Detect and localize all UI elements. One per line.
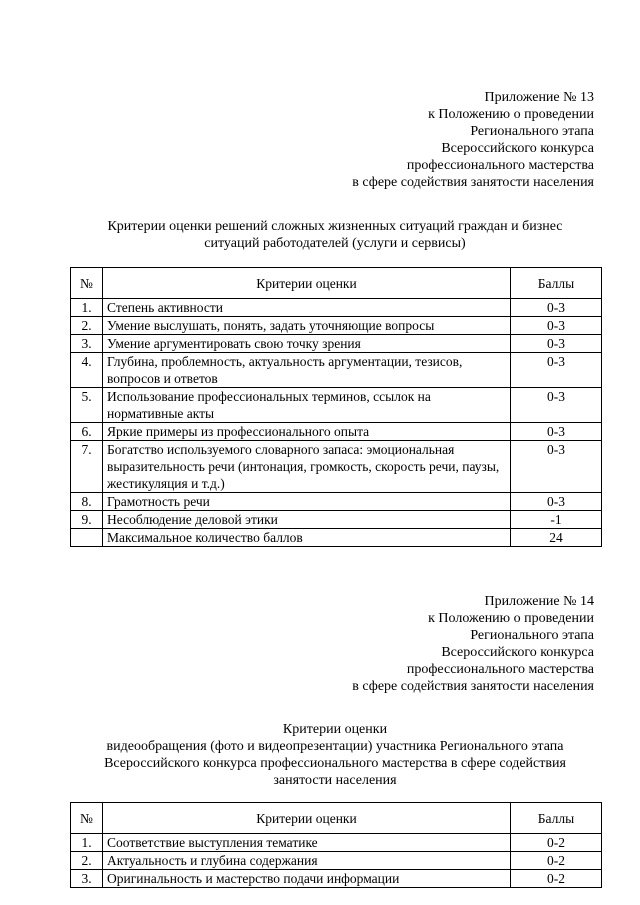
table-row <box>71 834 602 852</box>
table-row <box>71 870 602 888</box>
table-row <box>71 388 602 423</box>
header-num: № <box>71 803 103 834</box>
row-num: 1. <box>71 834 103 852</box>
table-row <box>71 335 602 353</box>
row-num <box>71 529 103 547</box>
row-num: 7. <box>71 441 103 493</box>
appendix-13-line: к Положению о проведении <box>428 107 594 122</box>
row-criteria: Глубина, проблемность, актуальность аргументации, тезисов, вопросов и ответов <box>103 353 511 388</box>
criteria-table-14 <box>70 802 602 888</box>
row-criteria: Использование профессиональных терминов, ссылок на нормативные акты <box>103 388 511 423</box>
row-score: 0-3 <box>511 353 602 388</box>
appendix-13-header <box>352 89 594 191</box>
appendix-14-line: к Положению о проведении <box>428 611 594 626</box>
table-13-title-line: ситуаций работодателей (услуги и сервисы) <box>204 236 466 251</box>
row-score: 0-2 <box>511 834 602 852</box>
appendix-14-line: профессионального мастерства <box>406 662 594 677</box>
row-criteria: Оригинальность и мастерство подачи информации <box>103 870 511 888</box>
table-row <box>71 511 602 529</box>
row-num: 1. <box>71 299 103 317</box>
row-num: 3. <box>71 870 103 888</box>
table-total-row <box>71 529 602 547</box>
header-score: Баллы <box>511 268 602 299</box>
table-14-title-line: видеообращения (фото и видеопрезентации) участника Регионального этапа <box>106 739 564 754</box>
row-criteria: Актуальность и глубина содержания <box>103 852 511 870</box>
row-criteria: Яркие примеры из профессионального опыта <box>103 423 511 441</box>
table-header-row <box>71 803 602 834</box>
table-row <box>71 299 602 317</box>
table-14-title-line: Всероссийского конкурса профессионального мастерства в сфере содействия <box>104 756 566 771</box>
row-score: 0-3 <box>511 441 602 493</box>
row-criteria: Соответствие выступления тематике <box>103 834 511 852</box>
header-criteria: Критерии оценки <box>103 803 511 834</box>
table-14-title-line: занятости населения <box>273 773 397 788</box>
row-num: 2. <box>71 317 103 335</box>
appendix-13-line: Приложение № 13 <box>484 90 594 105</box>
row-criteria: Степень активности <box>103 299 511 317</box>
appendix-14-line: Приложение № 14 <box>484 594 594 609</box>
table-row <box>71 493 602 511</box>
row-num: 5. <box>71 388 103 423</box>
header-criteria: Критерии оценки <box>103 268 511 299</box>
row-num: 9. <box>71 511 103 529</box>
header-num: № <box>71 268 103 299</box>
table-row <box>71 423 602 441</box>
appendix-13-line: профессионального мастерства <box>406 158 594 173</box>
table-13-title <box>70 218 600 252</box>
row-criteria: Умение аргументировать свою точку зрения <box>103 335 511 353</box>
row-criteria: Несоблюдение деловой этики <box>103 511 511 529</box>
row-score: 24 <box>511 529 602 547</box>
table-header-row <box>71 268 602 299</box>
row-score: 0-3 <box>511 299 602 317</box>
row-score: -1 <box>511 511 602 529</box>
row-criteria: Грамотность речи <box>103 493 511 511</box>
row-score: 0-3 <box>511 335 602 353</box>
appendix-13-line: Всероссийского конкурса <box>441 141 594 156</box>
table-13-title-line: Критерии оценки решений сложных жизненных ситуаций граждан и бизнес <box>107 219 563 234</box>
row-criteria: Максимальное количество баллов <box>103 529 511 547</box>
table-14-title <box>70 721 600 789</box>
row-score: 0-3 <box>511 388 602 423</box>
row-num: 3. <box>71 335 103 353</box>
appendix-13-line: в сфере содействия занятости населения <box>352 175 594 190</box>
table-14-title-line: Критерии оценки <box>282 722 388 737</box>
row-criteria: Богатство используемого словарного запаса: эмоциональная выразительность речи (интонация, громкость, скорость речи, паузы, жестикуляция и т.д.) <box>103 441 511 493</box>
header-score: Баллы <box>511 803 602 834</box>
table-row <box>71 353 602 388</box>
criteria-table-13 <box>70 267 602 547</box>
appendix-14-header <box>352 593 594 695</box>
row-score: 0-3 <box>511 317 602 335</box>
appendix-13-line: Регионального этапа <box>470 124 594 139</box>
table-row <box>71 317 602 335</box>
table-row <box>71 852 602 870</box>
row-score: 0-2 <box>511 852 602 870</box>
row-score: 0-3 <box>511 423 602 441</box>
row-criteria: Умение выслушать, понять, задать уточняющие вопросы <box>103 317 511 335</box>
row-score: 0-2 <box>511 870 602 888</box>
appendix-14-line: Регионального этапа <box>470 628 594 643</box>
row-num: 6. <box>71 423 103 441</box>
table-row <box>71 441 602 493</box>
appendix-14-line: в сфере содействия занятости населения <box>352 679 594 694</box>
row-score: 0-3 <box>511 493 602 511</box>
row-num: 2. <box>71 852 103 870</box>
row-num: 4. <box>71 353 103 388</box>
appendix-14-line: Всероссийского конкурса <box>441 645 594 660</box>
row-num: 8. <box>71 493 103 511</box>
